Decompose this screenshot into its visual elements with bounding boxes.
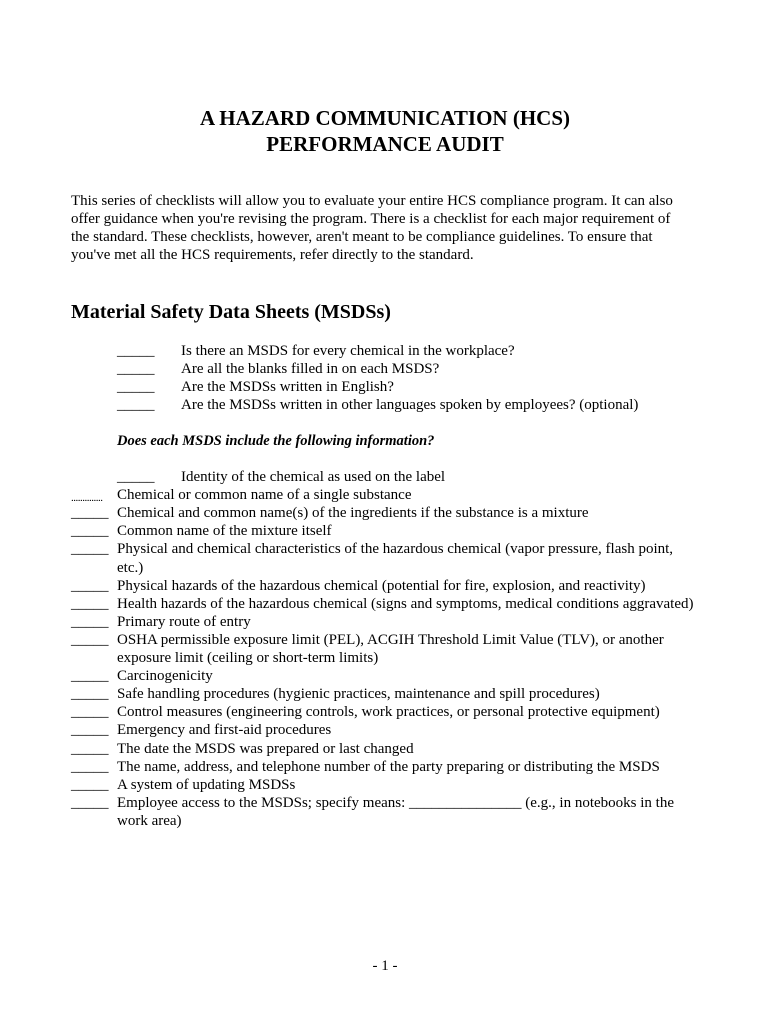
checklist-item: Is there an MSDS for every chemical in the workplace? [181, 343, 515, 359]
answer-blank[interactable]: _____ [71, 794, 109, 811]
answer-blank[interactable]: _____ [117, 469, 155, 485]
checklist-item: Chemical or common name of a single substance [117, 487, 412, 504]
section-heading-msds: Material Safety Data Sheets (MSDSs) [71, 301, 391, 323]
answer-blank[interactable]: .............. [71, 492, 103, 505]
checklist-item: Are the MSDSs written in other languages spoken by employees? (optional) [181, 397, 639, 414]
answer-blank[interactable]: _____ [117, 379, 155, 396]
checklist-item: OSHA permissible exposure limit (PEL), ACGIH Threshold Limit Value (TLV), or another [117, 631, 664, 648]
answer-blank[interactable]: _____ [71, 776, 109, 793]
intro-paragraph [71, 192, 711, 264]
intro-line: you've met all the HCS requirements, refer directly to the standard. [71, 247, 474, 263]
checklist-item: Common name of the mixture itself [117, 523, 332, 540]
checklist-item: Are all the blanks filled in on each MSDS? [181, 361, 440, 378]
answer-blank[interactable]: _____ [117, 361, 155, 378]
answer-blank[interactable]: _____ [71, 704, 109, 721]
answer-blank[interactable]: _____ [71, 577, 109, 594]
checklist-item: Safe handling procedures (hygienic practices, maintenance and spill procedures) [117, 686, 600, 703]
checklist-item: Control measures (engineering controls, work practices, or personal protective equipment) [117, 704, 660, 721]
answer-blank[interactable]: _____ [71, 722, 109, 739]
answer-blank[interactable]: _____ [71, 523, 109, 540]
checklist-item: Chemical and common name(s) of the ingredients if the substance is a mixture [117, 505, 589, 522]
answer-blank[interactable]: _____ [71, 631, 109, 648]
intro-line: the standard. These checklists, however, aren't meant to be compliance guidelines. To ensure that [71, 229, 653, 245]
document-title-line-2: PERFORMANCE AUDIT [266, 132, 504, 156]
checklist-item: The date the MSDS was prepared or last changed [117, 740, 414, 757]
checklist-item: Employee access to the MSDSs; specify means: _______________ (e.g., in notebooks in the [117, 794, 674, 811]
answer-blank[interactable]: _____ [71, 541, 109, 558]
document-title-line-1: A HAZARD COMMUNICATION (HCS) [199, 106, 571, 130]
checklist-item: Physical and chemical characteristics of the hazardous chemical (vapor pressure, flash point, [117, 541, 674, 558]
checklist-item-continuation: etc.) [117, 559, 144, 576]
checklist-item: Carcinogenicity [117, 668, 213, 685]
checklist-item: Health hazards of the hazardous chemical (signs and symptoms, medical conditions aggravated) [117, 595, 694, 612]
checklist-item: Are the MSDSs written in English? [181, 379, 394, 396]
answer-blank[interactable]: _____ [71, 613, 109, 630]
intro-line: offer guidance when you're revising the program. There is a checklist for each major requirement of [71, 211, 671, 227]
checklist-item-continuation: work area) [117, 812, 182, 829]
checklist-item: Identity of the chemical as used on the label [181, 469, 446, 485]
checklist-item: The name, address, and telephone number of the party preparing or distributing the MSDS [117, 758, 660, 775]
checklist-item: Primary route of entry [117, 613, 251, 630]
answer-blank[interactable]: _____ [71, 740, 109, 757]
checklist-item-continuation: exposure limit (ceiling or short-term limits) [117, 650, 379, 666]
checklist-item: A system of updating MSDSs [117, 776, 296, 793]
answer-blank[interactable]: _____ [71, 595, 109, 612]
page-number: - 1 - [372, 958, 398, 974]
checklist-item: Physical hazards of the hazardous chemical (potential for fire, explosion, and reactivity) [117, 577, 646, 594]
answer-blank[interactable]: _____ [71, 668, 109, 685]
answer-blank[interactable]: _____ [71, 758, 109, 775]
answer-blank[interactable]: _____ [117, 397, 155, 414]
intro-line: This series of checklists will allow you to evaluate your entire HCS compliance program. It can also [71, 193, 673, 209]
checklist-item: Emergency and first-aid procedures [117, 722, 332, 739]
answer-blank[interactable]: _____ [71, 505, 109, 522]
answer-blank[interactable]: _____ [71, 686, 109, 703]
checklist-subheading: Does each MSDS include the following information? [117, 433, 435, 449]
answer-blank[interactable]: _____ [117, 343, 155, 359]
